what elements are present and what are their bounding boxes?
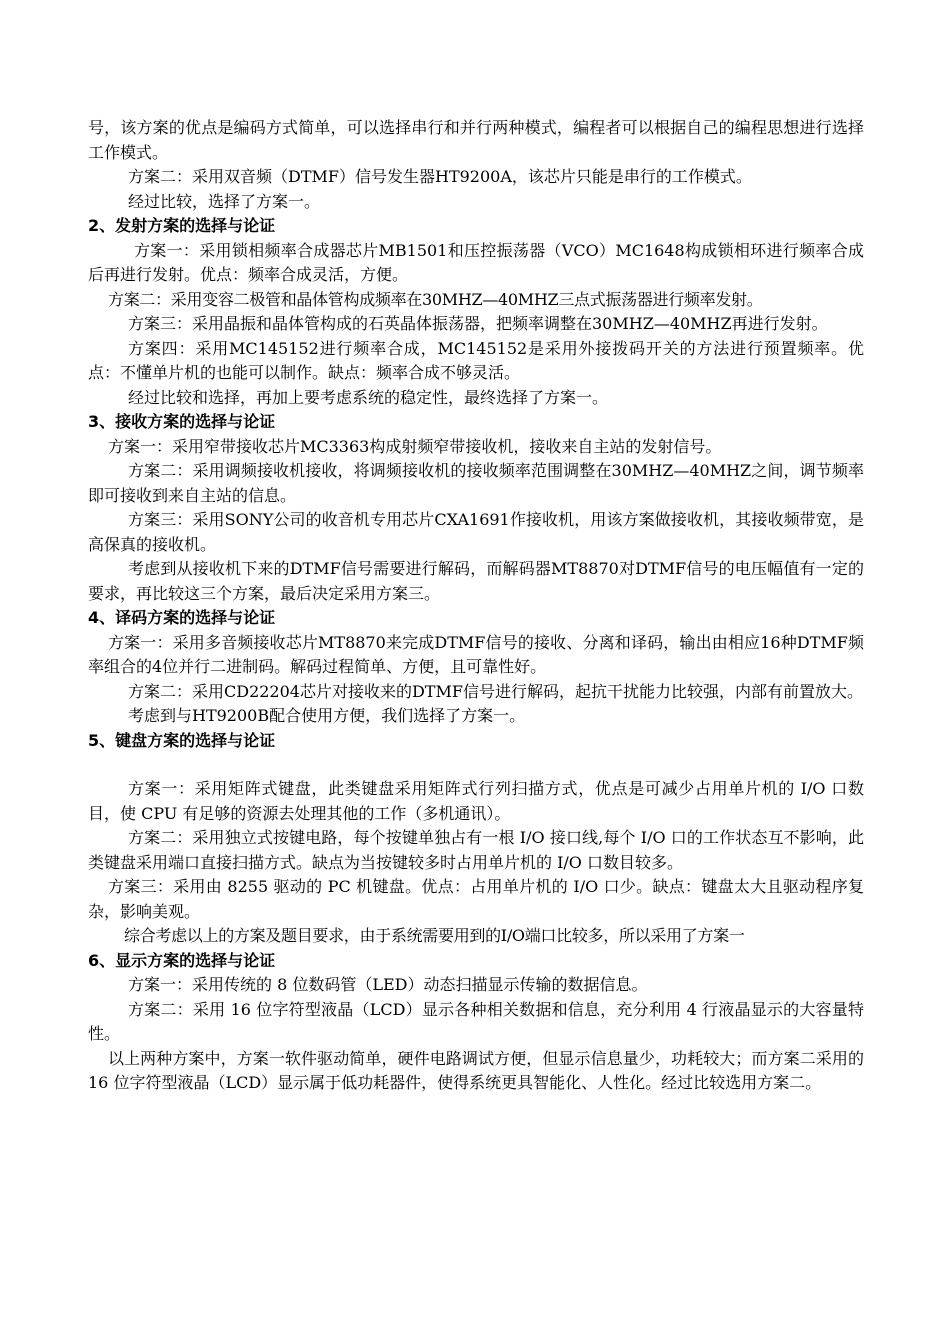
intro-paragraph: 号，该方案的优点是编码方式简单，可以选择串行和并行两种模式，编程者可以根据自己的编程思想进行选择工作模式。 — [88, 118, 864, 162]
section-3-conclusion: 考虑到从接收机下来的DTMF信号需要进行解码，而解码器MT8870对DTMF信号的电压幅值有一定的要求，再比较这三个方案，最后决定采用方案三。 — [88, 559, 864, 603]
section-2-option-4: 方案四：采用MC145152进行频率合成，MC145152是采用外接拨码开关的方法进行预置频率。优点：不懂单片机的也能可以制作。缺点：频率合成不够灵活。 — [88, 338, 864, 382]
section-4-conclusion: 考虑到与HT9200B配合使用方便，我们选择了方案一。 — [128, 706, 526, 725]
section-5-heading: 5、键盘方案的选择与论证 — [88, 730, 276, 750]
section-2-option-2: 方案二：采用变容二极管和晶体管构成频率在30MHZ—40MHZ三点式振荡器进行频率发射。 — [108, 289, 763, 309]
section-5-conclusion: 综合考虑以上的方案及题目要求，由于系统需要用到的I/O端口比较多，所以采用了方案一 — [124, 926, 745, 945]
section-5-option-2: 方案二：采用独立式按键电路，每个按键单独占有一根 I/O 接口线,每个 I/O 口的工作状态互不影响，此类键盘采用端口直接扫描方式。缺点为当按键较多时占用单片机的 I/O 口数目较多。 — [88, 828, 864, 872]
intro-conclusion: 经过比较，选择了方案一。 — [128, 191, 321, 211]
section-6-option-2: 方案二：采用 16 位字符型液晶（LCD）显示各种相关数据和信息，充分利用 4 行液晶显示的大容量特性。 — [88, 999, 864, 1043]
document-body — [88, 116, 864, 1096]
section-2-conclusion: 经过比较和选择，再加上要考虑系统的稳定性，最终选择了方案一。 — [128, 387, 609, 407]
section-3-option-2: 方案二：采用调频接收机接收，将调频接收机的接收频率范围调整在30MHZ—40MHZ之间，调节频率即可接收到来自主站的信息。 — [88, 461, 864, 505]
section-4-heading: 4、译码方案的选择与论证 — [88, 608, 276, 627]
section-2-option-1: 方案一：采用锁相频率合成器芯片MB1501和压控振荡器（VCO）MC1648构成锁相环进行频率合成后再进行发射。优点：频率合成灵活，方便。 — [88, 240, 864, 284]
section-4-option-1: 方案一：采用多音频接收芯片MT8870来完成DTMF信号的接收、分离和译码，输出由相应16种DTMF频率组合的4位并行二进制码。解码过程简单、方便，且可靠性好。 — [88, 632, 864, 676]
section-6-conclusion: 以上两种方案中，方案一软件驱动简单，硬件电路调试方便，但显示信息量少，功耗较大；而方案二采用的 16 位字符型液晶（LCD）显示属于低功耗器件，使得系统更具智能化、人性化。经过比较选用方案二。 — [88, 1048, 864, 1092]
section-3-option-1: 方案一：采用窄带接收芯片MC3363构成射频窄带接收机，接收来自主站的发射信号。 — [108, 436, 722, 456]
section-3-option-3: 方案三：采用SONY公司的收音机专用芯片CXA1691作接收机，用该方案做接收机，其接收频带宽，是高保真的接收机。 — [88, 510, 864, 554]
section-6-heading: 6、显示方案的选择与论证 — [88, 950, 276, 970]
intro-option-2: 方案二：采用双音频（DTMF）信号发生器HT9200A，该芯片只能是串行的工作模式。 — [128, 167, 752, 186]
section-3-heading: 3、接收方案的选择与论证 — [88, 412, 276, 431]
section-6-option-1: 方案一：采用传统的 8 位数码管（LED）动态扫描显示传输的数据信息。 — [128, 975, 648, 994]
section-4-option-2: 方案二：采用CD22204芯片对接收来的DTMF信号进行解码，起抗干扰能力比较强，内部有前置放大。 — [128, 681, 863, 701]
section-5-option-3: 方案三：采用由 8255 驱动的 PC 机键盘。优点：占用单片机的 I/O 口少。缺点：键盘太大且驱动程序复杂，影响美观。 — [88, 877, 864, 921]
section-5-option-1: 方案一：采用矩阵式键盘，此类键盘采用矩阵式行列扫描方式，优点是可减少占用单片机的 I/O 口数目，使 CPU 有足够的资源去处理其他的工作（多机通讯）。 — [88, 779, 864, 823]
section-2-option-3: 方案三：采用晶振和晶体管构成的石英晶体振荡器，把频率调整在30MHZ—40MHZ再进行发射。 — [128, 314, 828, 333]
section-2-heading: 2、发射方案的选择与论证 — [88, 216, 276, 235]
